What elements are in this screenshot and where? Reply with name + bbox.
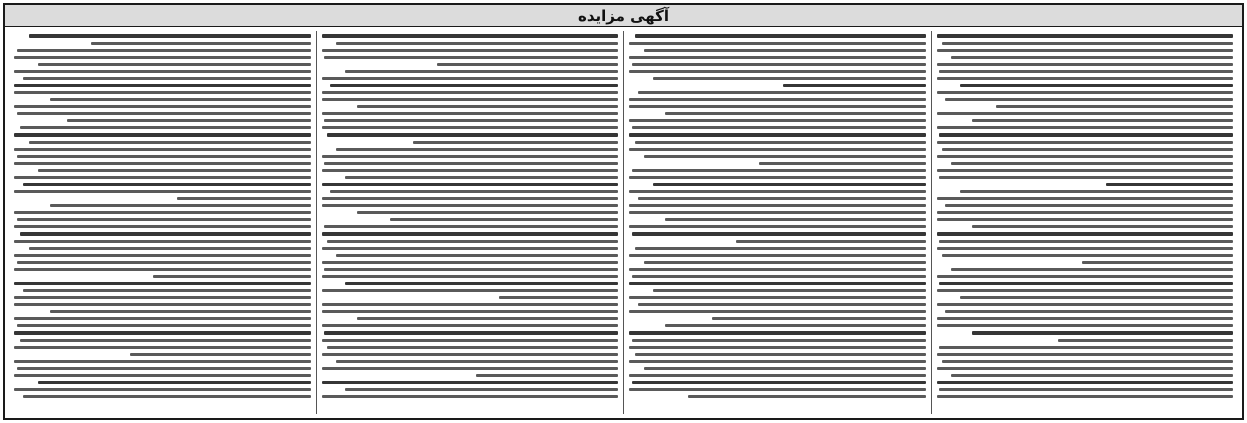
text-line-placeholder bbox=[322, 197, 619, 200]
text-line-placeholder bbox=[20, 126, 311, 129]
text-line-placeholder bbox=[629, 70, 926, 73]
text-line-placeholder bbox=[322, 126, 619, 129]
text-line-placeholder bbox=[937, 169, 1234, 172]
text-line-placeholder bbox=[629, 105, 926, 108]
text-line-placeholder bbox=[951, 374, 1233, 377]
body-column-4 bbox=[9, 31, 317, 414]
text-line-placeholder bbox=[17, 155, 311, 158]
text-line-placeholder bbox=[14, 254, 311, 257]
text-line-placeholder bbox=[951, 56, 1233, 59]
text-line-placeholder bbox=[130, 353, 311, 356]
text-line-placeholder bbox=[736, 240, 926, 243]
text-line-placeholder bbox=[629, 254, 926, 257]
text-line-placeholder bbox=[177, 197, 310, 200]
text-line-placeholder bbox=[14, 303, 311, 306]
text-line-placeholder bbox=[939, 240, 1233, 243]
text-line-placeholder bbox=[14, 331, 311, 335]
text-line-placeholder bbox=[14, 70, 311, 73]
text-line-placeholder bbox=[345, 176, 618, 179]
text-line-placeholder bbox=[937, 126, 1234, 129]
text-line-placeholder bbox=[437, 63, 618, 66]
text-line-placeholder bbox=[20, 339, 311, 342]
text-line-placeholder bbox=[322, 395, 619, 398]
text-line-placeholder bbox=[937, 303, 1234, 306]
text-line-placeholder bbox=[937, 49, 1234, 52]
text-line-placeholder bbox=[937, 381, 1234, 385]
text-line-placeholder bbox=[635, 247, 926, 250]
text-line-placeholder bbox=[644, 155, 926, 158]
text-line-placeholder bbox=[23, 289, 311, 292]
text-line-placeholder bbox=[23, 395, 311, 398]
text-line-placeholder bbox=[324, 162, 618, 165]
text-line-placeholder bbox=[937, 63, 1234, 66]
text-line-placeholder bbox=[629, 56, 926, 59]
text-line-placeholder bbox=[629, 282, 926, 286]
text-line-placeholder bbox=[357, 317, 618, 320]
text-line-placeholder bbox=[17, 324, 311, 327]
text-line-placeholder bbox=[951, 162, 1233, 165]
text-line-placeholder bbox=[413, 141, 618, 144]
text-line-placeholder bbox=[327, 133, 618, 137]
text-line-placeholder bbox=[322, 367, 619, 370]
notice-body bbox=[9, 31, 1238, 414]
text-line-placeholder bbox=[653, 183, 926, 187]
text-line-placeholder bbox=[330, 190, 618, 193]
text-line-placeholder bbox=[322, 77, 619, 80]
text-line-placeholder bbox=[629, 190, 926, 193]
text-line-placeholder bbox=[937, 232, 1234, 236]
text-line-placeholder bbox=[322, 34, 619, 38]
text-line-placeholder bbox=[336, 148, 618, 151]
text-line-placeholder bbox=[14, 296, 311, 299]
text-line-placeholder bbox=[322, 91, 619, 94]
text-line-placeholder bbox=[972, 119, 1233, 122]
body-column-1 bbox=[932, 31, 1239, 414]
text-line-placeholder bbox=[937, 218, 1234, 221]
text-line-placeholder bbox=[38, 381, 311, 385]
text-line-placeholder bbox=[390, 218, 618, 221]
text-line-placeholder bbox=[972, 331, 1233, 335]
text-line-placeholder bbox=[629, 98, 926, 101]
text-line-placeholder bbox=[629, 211, 926, 214]
text-line-placeholder bbox=[324, 56, 618, 59]
text-line-placeholder bbox=[67, 119, 310, 122]
text-line-placeholder bbox=[336, 360, 618, 363]
text-line-placeholder bbox=[629, 346, 926, 349]
text-line-placeholder bbox=[17, 261, 311, 264]
text-line-placeholder bbox=[17, 218, 311, 221]
text-line-placeholder bbox=[322, 303, 619, 306]
text-line-placeholder bbox=[29, 34, 311, 38]
text-line-placeholder bbox=[324, 119, 618, 122]
text-line-placeholder bbox=[939, 346, 1233, 349]
text-line-placeholder bbox=[345, 282, 618, 286]
text-line-placeholder bbox=[644, 367, 926, 370]
text-line-placeholder bbox=[638, 303, 926, 306]
text-line-placeholder bbox=[972, 225, 1233, 228]
text-line-placeholder bbox=[996, 105, 1233, 108]
text-line-placeholder bbox=[665, 218, 926, 221]
text-line-placeholder bbox=[38, 169, 311, 172]
text-line-placeholder bbox=[635, 353, 926, 356]
text-line-placeholder bbox=[14, 211, 311, 214]
text-line-placeholder bbox=[629, 42, 926, 45]
text-line-placeholder bbox=[153, 275, 310, 278]
text-line-placeholder bbox=[629, 296, 926, 299]
text-line-placeholder bbox=[17, 112, 311, 115]
text-line-placeholder bbox=[632, 126, 926, 129]
text-line-placeholder bbox=[951, 268, 1233, 271]
text-line-placeholder bbox=[635, 34, 926, 38]
text-line-placeholder bbox=[960, 296, 1233, 299]
text-line-placeholder bbox=[14, 84, 311, 88]
text-line-placeholder bbox=[29, 141, 311, 144]
text-line-placeholder bbox=[14, 133, 311, 137]
text-line-placeholder bbox=[629, 268, 926, 271]
text-line-placeholder bbox=[14, 346, 311, 349]
text-line-placeholder bbox=[322, 155, 619, 158]
text-line-placeholder bbox=[345, 70, 618, 73]
text-line-placeholder bbox=[942, 254, 1233, 257]
text-line-placeholder bbox=[14, 176, 311, 179]
text-line-placeholder bbox=[937, 211, 1234, 214]
text-line-placeholder bbox=[937, 275, 1234, 278]
text-line-placeholder bbox=[945, 310, 1233, 313]
text-line-placeholder bbox=[939, 282, 1233, 286]
text-line-placeholder bbox=[629, 310, 926, 313]
text-line-placeholder bbox=[322, 247, 619, 250]
text-line-placeholder bbox=[939, 388, 1233, 391]
text-line-placeholder bbox=[942, 148, 1233, 151]
text-line-placeholder bbox=[629, 225, 926, 228]
text-line-placeholder bbox=[322, 204, 619, 207]
text-line-placeholder bbox=[330, 84, 618, 88]
text-line-placeholder bbox=[629, 360, 926, 363]
text-line-placeholder bbox=[939, 70, 1233, 73]
text-line-placeholder bbox=[945, 204, 1233, 207]
text-line-placeholder bbox=[665, 112, 926, 115]
text-line-placeholder bbox=[638, 197, 926, 200]
notice-header bbox=[5, 5, 1242, 27]
text-line-placeholder bbox=[14, 91, 311, 94]
text-line-placeholder bbox=[632, 169, 926, 172]
text-line-placeholder bbox=[14, 268, 311, 271]
text-line-placeholder bbox=[937, 112, 1234, 115]
text-line-placeholder bbox=[1082, 261, 1233, 264]
text-line-placeholder bbox=[14, 388, 311, 391]
body-column-3 bbox=[317, 31, 625, 414]
text-line-placeholder bbox=[336, 42, 618, 45]
text-line-placeholder bbox=[1058, 339, 1233, 342]
text-line-placeholder bbox=[937, 141, 1234, 144]
text-line-placeholder bbox=[653, 77, 926, 80]
text-line-placeholder bbox=[327, 346, 618, 349]
text-line-placeholder bbox=[632, 63, 926, 66]
text-line-placeholder bbox=[499, 296, 618, 299]
text-line-placeholder bbox=[632, 232, 926, 236]
text-line-placeholder bbox=[324, 331, 618, 335]
text-line-placeholder bbox=[345, 388, 618, 391]
text-line-placeholder bbox=[14, 190, 311, 193]
text-line-placeholder bbox=[14, 240, 311, 243]
text-line-placeholder bbox=[322, 324, 619, 327]
text-line-placeholder bbox=[322, 381, 619, 385]
text-line-placeholder bbox=[38, 63, 311, 66]
text-line-placeholder bbox=[629, 133, 926, 137]
text-line-placeholder bbox=[1106, 183, 1233, 187]
text-line-placeholder bbox=[17, 49, 311, 52]
text-line-placeholder bbox=[14, 317, 311, 320]
text-line-placeholder bbox=[322, 261, 619, 264]
text-line-placeholder bbox=[644, 49, 926, 52]
text-line-placeholder bbox=[638, 91, 926, 94]
text-line-placeholder bbox=[629, 388, 926, 391]
text-line-placeholder bbox=[632, 339, 926, 342]
text-line-placeholder bbox=[945, 98, 1233, 101]
text-line-placeholder bbox=[23, 77, 311, 80]
text-line-placeholder bbox=[942, 42, 1233, 45]
text-line-placeholder bbox=[635, 141, 926, 144]
text-line-placeholder bbox=[322, 275, 619, 278]
text-line-placeholder bbox=[960, 190, 1233, 193]
text-line-placeholder bbox=[937, 77, 1234, 80]
text-line-placeholder bbox=[14, 360, 311, 363]
text-line-placeholder bbox=[712, 317, 925, 320]
text-line-placeholder bbox=[629, 148, 926, 151]
text-line-placeholder bbox=[632, 275, 926, 278]
text-line-placeholder bbox=[937, 317, 1234, 320]
notice-title: آگهی مزایده bbox=[577, 6, 670, 25]
text-line-placeholder bbox=[937, 155, 1234, 158]
text-line-placeholder bbox=[476, 374, 618, 377]
text-line-placeholder bbox=[937, 289, 1234, 292]
text-line-placeholder bbox=[937, 91, 1234, 94]
text-line-placeholder bbox=[50, 98, 311, 101]
text-line-placeholder bbox=[937, 324, 1234, 327]
text-line-placeholder bbox=[322, 353, 619, 356]
text-line-placeholder bbox=[14, 282, 311, 286]
text-line-placeholder bbox=[629, 331, 926, 335]
text-line-placeholder bbox=[14, 148, 311, 151]
text-line-placeholder bbox=[942, 360, 1233, 363]
text-line-placeholder bbox=[29, 247, 311, 250]
text-line-placeholder bbox=[322, 169, 619, 172]
text-line-placeholder bbox=[322, 49, 619, 52]
text-line-placeholder bbox=[653, 289, 926, 292]
text-line-placeholder bbox=[937, 197, 1234, 200]
text-line-placeholder bbox=[960, 84, 1233, 88]
text-line-placeholder bbox=[937, 34, 1234, 38]
text-line-placeholder bbox=[937, 353, 1234, 356]
text-line-placeholder bbox=[688, 395, 925, 398]
text-line-placeholder bbox=[91, 42, 310, 45]
text-line-placeholder bbox=[322, 339, 619, 342]
auction-notice bbox=[3, 3, 1244, 420]
text-line-placeholder bbox=[324, 268, 618, 271]
text-line-placeholder bbox=[322, 232, 619, 236]
text-line-placeholder bbox=[23, 183, 311, 187]
text-line-placeholder bbox=[14, 56, 311, 59]
body-column-2 bbox=[624, 31, 932, 414]
text-line-placeholder bbox=[939, 176, 1233, 179]
text-line-placeholder bbox=[17, 367, 311, 370]
text-line-placeholder bbox=[14, 225, 311, 228]
text-line-placeholder bbox=[632, 381, 926, 385]
text-line-placeholder bbox=[322, 183, 619, 187]
text-line-placeholder bbox=[50, 204, 311, 207]
text-line-placeholder bbox=[322, 310, 619, 313]
text-line-placeholder bbox=[939, 133, 1233, 137]
text-line-placeholder bbox=[629, 119, 926, 122]
text-line-placeholder bbox=[14, 374, 311, 377]
text-line-placeholder bbox=[20, 232, 311, 236]
text-line-placeholder bbox=[327, 240, 618, 243]
text-line-placeholder bbox=[324, 225, 618, 228]
text-line-placeholder bbox=[50, 310, 311, 313]
text-line-placeholder bbox=[629, 176, 926, 179]
text-line-placeholder bbox=[783, 84, 925, 88]
text-line-placeholder bbox=[665, 324, 926, 327]
text-line-placeholder bbox=[629, 374, 926, 377]
text-line-placeholder bbox=[759, 162, 925, 165]
text-line-placeholder bbox=[322, 289, 619, 292]
text-line-placeholder bbox=[14, 105, 311, 108]
text-line-placeholder bbox=[644, 261, 926, 264]
text-line-placeholder bbox=[937, 247, 1234, 250]
text-line-placeholder bbox=[629, 204, 926, 207]
text-line-placeholder bbox=[357, 211, 618, 214]
text-line-placeholder bbox=[336, 254, 618, 257]
text-line-placeholder bbox=[937, 395, 1234, 398]
text-line-placeholder bbox=[14, 162, 311, 165]
text-line-placeholder bbox=[322, 98, 619, 101]
text-line-placeholder bbox=[322, 112, 619, 115]
text-line-placeholder bbox=[937, 367, 1234, 370]
text-line-placeholder bbox=[357, 105, 618, 108]
